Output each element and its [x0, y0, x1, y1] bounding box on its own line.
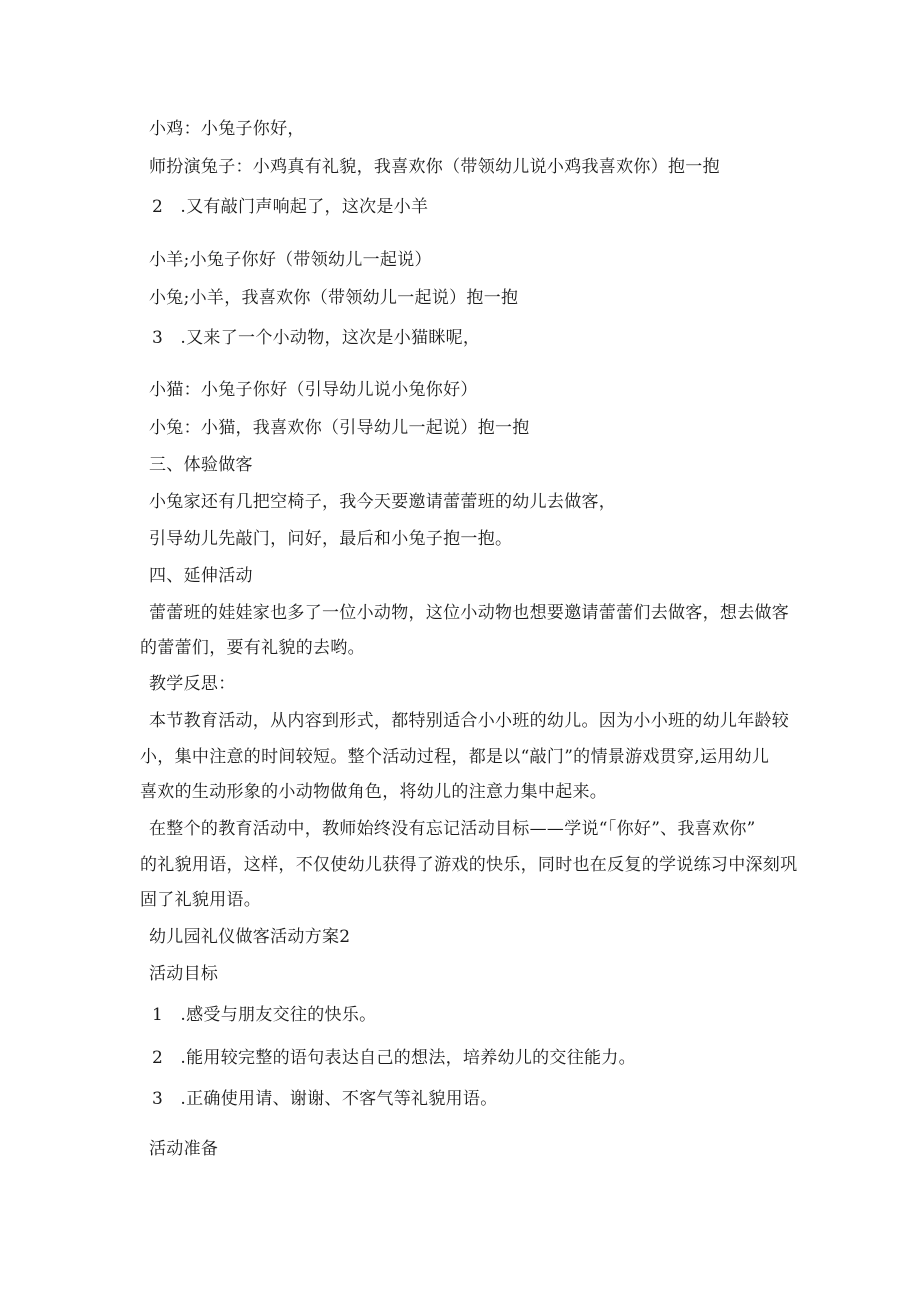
- dialogue-line: 小羊;小兔子你好（带领幼儿一起说）: [149, 250, 432, 270]
- section-heading: 活动目标: [149, 964, 219, 984]
- section-heading: 四、延伸活动: [149, 566, 253, 586]
- numbered-step: 3 .又来了一个小动物，这次是小猫眯呢，: [152, 328, 481, 348]
- paragraph-line: 喜欢的生动形象的小动物做角色，将幼儿的注意力集中起来。: [140, 782, 608, 802]
- paragraph-line: 固了礼貌用语。: [140, 890, 262, 910]
- paragraph-line: 的礼貌用语，这样，不仅使幼儿获得了游戏的快乐，同时也在反复的学说练习中深刻巩: [140, 855, 798, 875]
- paragraph-line: 在整个的教育活动中，教师始终没有忘记活动目标——学说“「你好”、我喜欢你”: [149, 819, 756, 839]
- dialogue-line: 小兔;小羊，我喜欢你（带领幼儿一起说）抱一抱: [149, 288, 519, 308]
- dialogue-line: 小兔：小猫，我喜欢你（引导幼儿一起说）抱一抱: [149, 418, 530, 438]
- dialogue-line: 师扮演兔子：小鸡真有礼貌，我喜欢你（带领幼儿说小鸡我喜欢你）抱一抱: [149, 157, 720, 177]
- numbered-item: 2 .能用较完整的语句表达自己的想法，培养幼儿的交往能力。: [152, 1048, 636, 1068]
- numbered-item: 1 .感受与朋友交往的快乐。: [152, 1005, 377, 1025]
- section-heading: 三、体验做客: [149, 455, 253, 475]
- numbered-step: 2 .又有敲门声响起了，这次是小羊: [152, 197, 429, 217]
- dialogue-line: 小鸡：小兔子你好，: [149, 119, 305, 139]
- paragraph-line: 蕾蕾班的娃娃家也多了一位小动物，这位小动物也想要邀请蕾蕾们去做客，想去做客: [149, 603, 790, 623]
- numbered-item: 3 .正确使用请、谢谢、不客气等礼貌用语。: [152, 1089, 498, 1109]
- document-subtitle: 幼儿园礼仪做客活动方案2: [149, 927, 351, 947]
- paragraph-line: 引导幼儿先敲门，问好，最后和小兔子抱一抱。: [149, 529, 513, 549]
- paragraph-line: 小，集中注意的时间较短。整个活动过程，都是以“敲门”的情景游戏贯穿,运用幼儿: [140, 747, 770, 767]
- dialogue-line: 小猫：小兔子你好（引导幼儿说小兔你好）: [149, 380, 478, 400]
- section-heading: 活动准备: [149, 1139, 219, 1159]
- paragraph-line: 本节教育活动，从内容到形式，都特别适合小小班的幼儿。因为小小班的幼儿年龄较: [149, 711, 790, 731]
- paragraph-line: 小兔家还有几把空椅子，我今天要邀请蕾蕾班的幼儿去做客，: [149, 492, 617, 512]
- section-heading: 教学反思：: [149, 674, 236, 694]
- paragraph-line: 的蕾蕾们，要有礼貌的去哟。: [140, 638, 365, 658]
